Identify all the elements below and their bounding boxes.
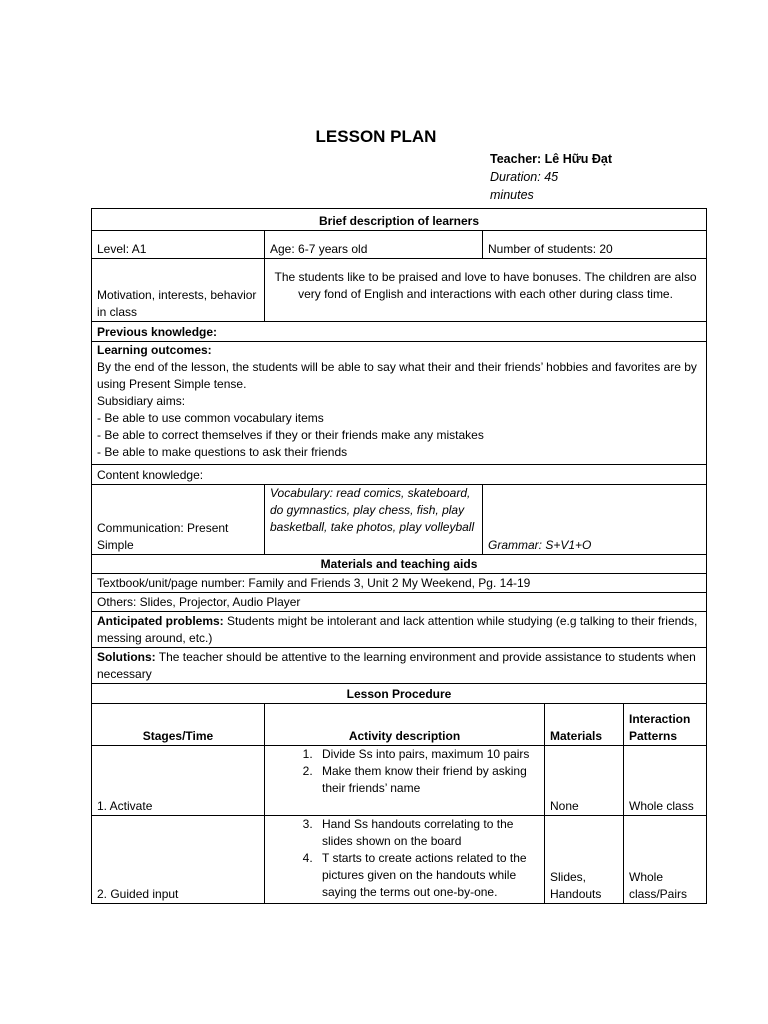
col-header-activity: Activity description bbox=[265, 704, 545, 746]
activity-item: 4. T starts to create actions related to the pictures given on the handouts while saying the terms out one-by-one. bbox=[316, 850, 539, 901]
activity-item: 1. Divide Ss into pairs, maximum 10 pairs bbox=[316, 746, 539, 763]
problems-text: Students might be intolerant and lack attention while studying (e.g talking to their friends, messing around, etc.) bbox=[97, 614, 698, 645]
solutions-label: Solutions: bbox=[97, 650, 156, 664]
procedure-heading: Lesson Procedure bbox=[92, 684, 707, 704]
materials-heading: Materials and teaching aids bbox=[92, 555, 707, 574]
col-header-materials: Materials bbox=[545, 704, 624, 746]
level-cell: Level: A1 bbox=[92, 231, 265, 259]
col-header-stages: Stages/Time bbox=[92, 704, 265, 746]
activity-cell bbox=[265, 746, 545, 816]
solutions-text: The teacher should be attentive to the learning environment and provide assistance to students when necessary bbox=[97, 650, 696, 681]
aim-item: - Be able to correct themselves if they or their friends make any mistakes bbox=[97, 428, 484, 442]
previous-knowledge: Previous knowledge: bbox=[92, 322, 707, 342]
stage-cell: 2. Guided input bbox=[92, 816, 265, 904]
students-count-cell: Number of students: 20 bbox=[483, 231, 707, 259]
interaction-cell: Whole class/Pairs bbox=[624, 816, 707, 904]
teacher-name: Teacher: Lê Hữu Đạt bbox=[490, 152, 613, 166]
motivation-label: Motivation, interests, behavior in class bbox=[92, 259, 265, 322]
col-header-interaction: Interaction Patterns bbox=[624, 704, 707, 746]
outcomes-label: Learning outcomes: bbox=[97, 343, 212, 357]
materials-cell: Slides, Handouts bbox=[545, 816, 624, 904]
outcomes-text: By the end of the lesson, the students will be able to say what their and their friends’ hobbies and favorites are by using Present Simple tense. bbox=[97, 360, 697, 391]
document-title: LESSON PLAN bbox=[315, 127, 437, 146]
textbook-cell: Textbook/unit/page number: Family and Friends 3, Unit 2 My Weekend, Pg. 14-19 bbox=[92, 574, 707, 593]
problems-label: Anticipated problems: bbox=[97, 614, 224, 628]
vocabulary-cell: Vocabulary: read comics, skateboard, do gymnastics, play chess, fish, play basketball, take photos, play volleyball bbox=[265, 485, 483, 555]
activity-item: 2. Make them know their friend by asking their friends’ name bbox=[316, 763, 539, 797]
subsidiary-aims-label: Subsidiary aims: bbox=[97, 394, 186, 408]
communication-cell: Communication: Present Simple bbox=[92, 485, 265, 555]
anticipated-problems-cell bbox=[92, 612, 707, 648]
materials-cell: None bbox=[545, 746, 624, 816]
lesson-meta bbox=[490, 150, 613, 204]
activity-item: 3. Hand Ss handouts correlating to the slides shown on the board bbox=[316, 816, 539, 850]
stage-cell: 1. Activate bbox=[92, 746, 265, 816]
others-cell: Others: Slides, Projector, Audio Player bbox=[92, 593, 707, 612]
content-knowledge-label: Content knowledge: bbox=[92, 465, 707, 485]
aim-item: - Be able to use common vocabulary items bbox=[97, 411, 324, 425]
motivation-text: The students like to be praised and love to have bonuses. The children are also very fond of English and interactions with each other during class time. bbox=[265, 259, 707, 322]
grammar-cell: Grammar: S+V1+O bbox=[483, 485, 707, 555]
aim-item: - Be able to make questions to ask their friends bbox=[97, 445, 348, 459]
activity-cell bbox=[265, 816, 545, 904]
interaction-cell: Whole class bbox=[624, 746, 707, 816]
age-cell: Age: 6-7 years old bbox=[265, 231, 483, 259]
learners-heading: Brief description of learners bbox=[92, 209, 707, 231]
learning-outcomes-cell bbox=[92, 342, 707, 465]
lesson-plan-table bbox=[91, 208, 707, 904]
duration: Duration: 45 minutes bbox=[490, 170, 559, 202]
solutions-cell bbox=[92, 648, 707, 684]
